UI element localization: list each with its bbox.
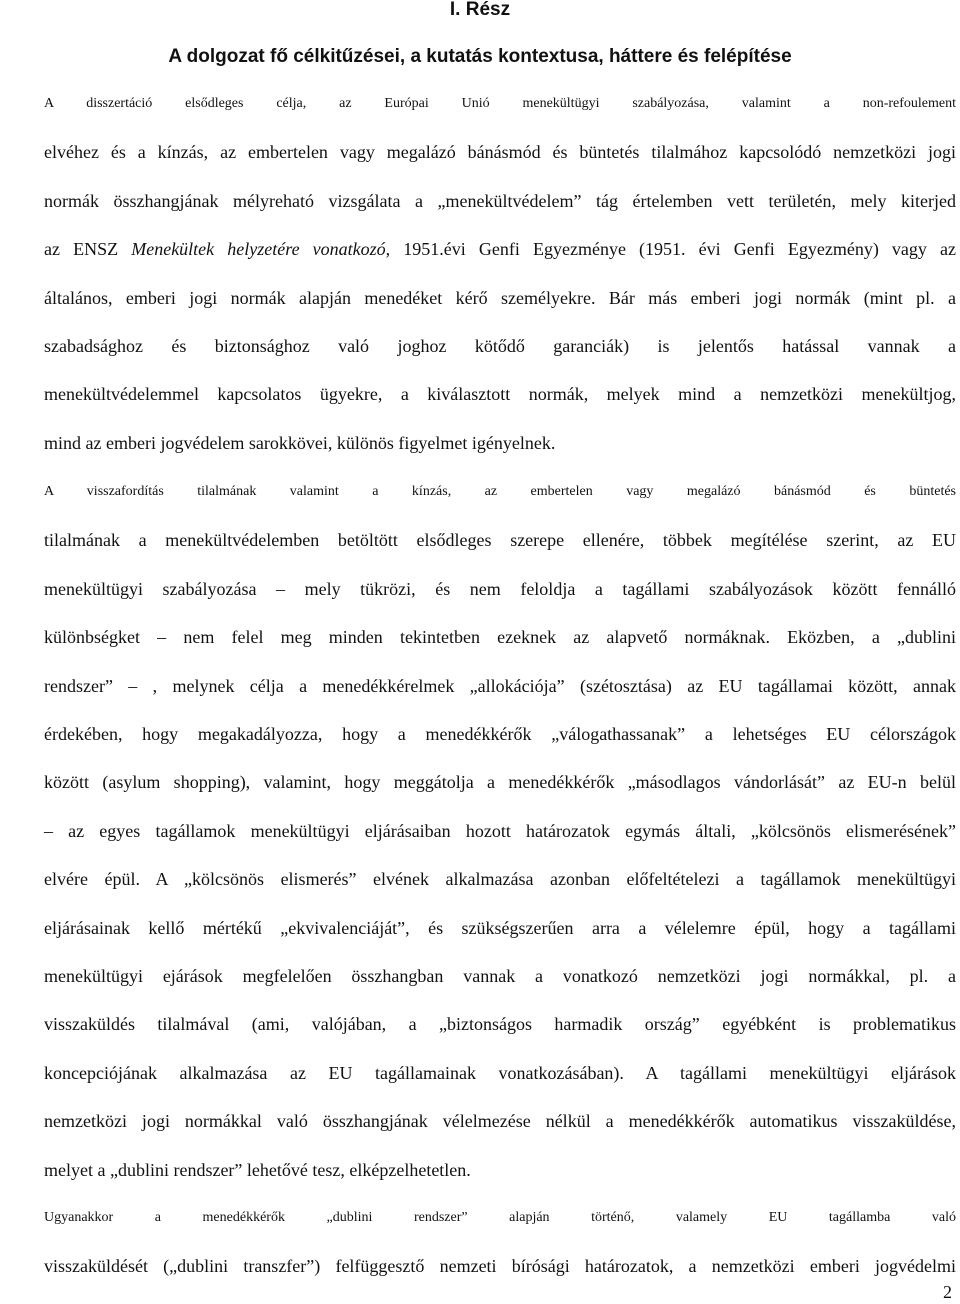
paragraph-line: mind az emberi jogvédelem sarokkövei, különös figyelmet igényelnek. bbox=[44, 432, 556, 453]
paragraph-line: – az egyes tagállamok menekültügyi eljárásaiban hozott határozatok egymás általi, „kölcsönös elismerésének” bbox=[44, 820, 956, 841]
paragraph-line: érdekében, hogy megakadályozza, hogy a menedékkérők „válogathassanak” a lehetséges EU célországok bbox=[44, 724, 956, 745]
paragraph-line: elvéhez és a kínzás, az embertelen vagy megalázó bánásmód és büntetés tilalmához kapcsolódó nemzetközi jogi bbox=[44, 142, 956, 163]
paragraph-line: A disszertáció elsődleges célja, az Európai Unió menekültügyi szabályozása, valamint a non-refoulement bbox=[44, 96, 956, 111]
paragraph-1 bbox=[4, 80, 956, 467]
paragraph-line: A visszafordítás tilalmának valamint a kínzás, az embertelen vagy megalázó bánásmód és büntetés bbox=[44, 484, 956, 499]
paragraph-line: menekültügyi ejárások megfelelően összhangban vannak a vonatkozó nemzetközi jogi normákkal, pl. a bbox=[44, 966, 956, 987]
paragraph-line: különbségket – nem felel meg minden tekintetben ezeknek az alapvető normáknak. Eközben, a „dublini bbox=[44, 627, 956, 648]
italic-title-text: Menekültek helyzetére vonatkozó bbox=[131, 239, 386, 260]
paragraph-line: szabadsághoz és biztonsághoz való joghoz kötődő garanciák) is jelentős hatással vannak a bbox=[44, 336, 956, 357]
paragraph-line: visszaküldés tilalmával (ami, valójában, a „biztonságos harmadik ország” egyébként is problematikus bbox=[44, 1014, 956, 1035]
paragraph-line: rendszer” – , melynek célja a menedékkérelmek „allokációja” (szétosztása) az EU tagállamai között, annak bbox=[44, 675, 956, 696]
section-title: A dolgozat fő célkitűzései, a kutatás kontextusa, háttere és felépítése bbox=[168, 46, 792, 67]
page-number: 2 bbox=[943, 1282, 952, 1302]
paragraph-line: eljárásainak kellő mértékű „ekvivalenciáját”, és szükségszerűen arra a vélelemre épül, hogy a tagállami bbox=[44, 917, 956, 938]
paragraph-line: tilalmának a menekültvédelemben betöltött elsődleges szerepe ellenére, többek megítélése szerint, az EU bbox=[44, 530, 956, 551]
text-segment: , 1951.évi Genfi Egyezménye (1951. évi Genfi Egyezmény) vagy az bbox=[385, 239, 957, 260]
paragraph-line: nemzetközi jogi normákkal való összhangjának vélelmezése nélkül a menedékkérők automatikus visszaküldése, bbox=[44, 1111, 956, 1132]
paragraph-line: menekültvédelemmel kapcsolatos ügyekre, a kiválasztott normák, melyek mind a nemzetközi menekültjog, bbox=[44, 384, 956, 405]
paragraph-line: koncepciójának alkalmazása az EU tagállamainak vonatkozásában). A tagállami menekültügyi eljárások bbox=[44, 1062, 956, 1083]
part-title: I. Rész bbox=[449, 0, 511, 20]
paragraph-line bbox=[4, 225, 956, 273]
paragraph-3 bbox=[4, 1194, 956, 1291]
paragraph-line: visszaküldését („dublini transzfer”) felfüggesztő nemzeti bírósági határozatok, a nemzetközi emberi jogvédelmi bbox=[44, 1256, 956, 1277]
paragraph-line: normák összhangjának mélyreható vizsgálata a „menekültvédelem” tág értelemben vett területén, mely kiterjed bbox=[44, 190, 956, 211]
paragraph-line: melyet a „dublini rendszer” lehetővé tesz, elképzelhetetlen. bbox=[44, 1159, 471, 1180]
paragraph-line: elvére épül. A „kölcsönös elismerés” elvének alkalmazása azonban előfeltételezi a tagállamok menekültügyi bbox=[44, 869, 956, 890]
paragraph-line: között (asylum shopping), valamint, hogy meggátolja a menedékkérők „másodlagos vándorlását” az EU-n belül bbox=[44, 772, 956, 793]
paragraph-line: menekültügyi szabályozása – mely tükrözi, és nem feloldja a tagállami szabályozások között fennálló bbox=[44, 578, 956, 599]
text-segment: az ENSZ bbox=[44, 239, 132, 260]
paragraph-line: általános, emberi jogi normák alapján menedéket kérő személyekre. Bár más emberi jogi normák (mint pl. a bbox=[44, 287, 956, 308]
paragraph-2 bbox=[4, 468, 956, 1194]
paragraph-line: Ugyanakkor a menedékkérők „dublini rendszer” alapján történő, valamely EU tagállamba való bbox=[44, 1210, 956, 1225]
